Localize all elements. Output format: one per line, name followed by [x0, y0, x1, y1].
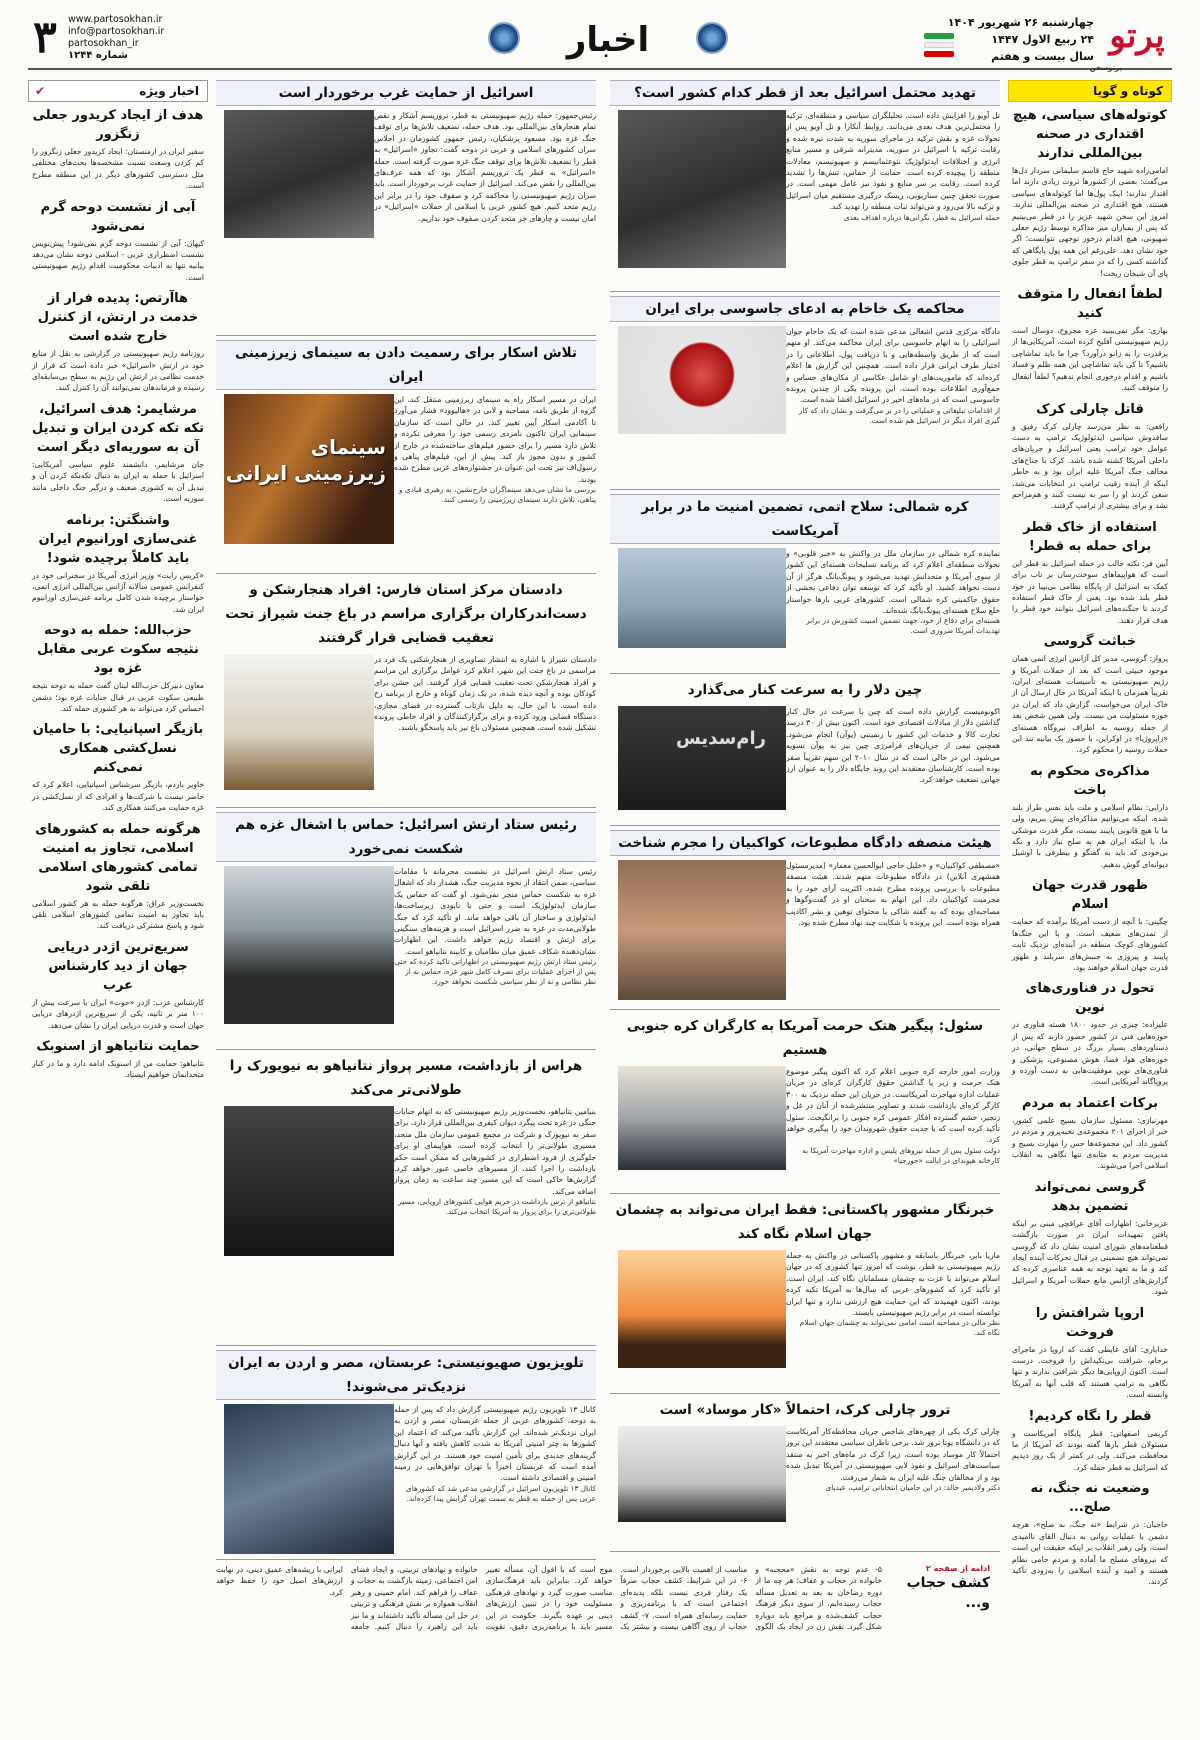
- article-body: تل آویو را افزایش داده است. تحلیلگران سیاسی و منطقه‌ای، ترکیه را محتمل‌ترین هدف بعدی می‌دانند. روابط آنکارا و تل آویو پس از تحولات غزه و نقش ترکیه در ماجرای سوریه به شدت تیره شده و رقابت ترکیه با اسرائیل در سوریه، مدیترانه شرقی و مسیر منابع انرژی و اختلافات ایدئولوژیک نئوعثمانیسم و صهیونیسم، معادلات منطقه را پیچیده کرده است. حمایت از حماس، تنش‌ها را تشدید کرده است. رقابت بر سر منابع و نفوذ نیز عامل مهمی است. در صورت تحقق چنین سناریویی، ریسک درگیری مستقیم میان اسرائیل و ترکیه بالا می‌رود و می‌تواند ثبات منطقه را تهدید کند.: [786, 111, 1000, 212]
- article-body: «مصطفی کواکبیان» و «خلیل حاجی ابوالحسن معمار» (مدیرمسئول همشهری آنلاین) در دادگاه مطبوعات متهم شدند. هیئت منصفه مطبوعات با بررسی پرونده مطرح شده، اکثریت آرای خود را به مجرمیت کواکبیان داد. این اتهام به سخنان او در گفت‌وگوها و مصاحبه‌ای بوده که به گفته شاکی با محتوای توهین و نشر اکاذیب همراه بوده است. این پرونده با شکایت چند نهاد مطرح شده بود.: [786, 861, 1000, 928]
- column-heading-text: اخبار ویژه: [139, 84, 199, 98]
- article-netanyahu-flight: [216, 1054, 596, 1346]
- photo-caption: از اقدامات تبلیغاتی و عملیاتی را در بر می‌گرفت و نشان داد که کار گیری افراد دیگر در اسرائیل هم شده است.: [798, 405, 1000, 425]
- article-title: هیئت منصفه دادگاه مطبوعات، کواکبیان را مجرم شناخت: [610, 830, 1000, 856]
- article-body: رئیس‌جمهور: حمله رژیم صهیونیستی به قطر، تروریسم آشکار و نقض تمام هنجارهای بین‌المللی بود. هدف حمله، تضعیف تلاش‌ها برای توقف جنگ غزه بود. مسعود پزشکیان، رئیس جمهور کشورمان در اجلاس سران کشورهای اسلامی و عربی در دوحه گفت: تجاوز «اسرائیل» به قطر را تضعیف تلاش‌ها برای توقف جنگ غزه صورت گرفته است. حمله «اسرائیل» به قطر یک تروریسم آشکار بود که همه عرف‌های بین‌المللی را نقض می‌کند. اسرائیل از حمایت غرب برخوردار است. باید سران رژیم صهیونیستی را محاکمه کرد و صفوف خود را در برابر این رژیم متحد کنیم. هیچ کشور عربی یا اسلامی از حملات «اسرائیل» در امان نیست و چارهای جز متحد کردن صفوف خود نداریم.: [374, 111, 596, 223]
- article-oscar-underground: [216, 340, 596, 574]
- medallion-icon: [488, 22, 520, 54]
- email-link[interactable]: info@partosokhan.ir: [68, 26, 165, 37]
- article-title: هراس از بازداشت، مسیر پرواز نتانیاهو به نیویورک را طولانی‌تر می‌کند: [229, 1058, 583, 1098]
- article-title: چین دلار را به سرعت کنار می‌گذارد: [687, 682, 923, 698]
- photo-caption: رئیس ستاد ارتش رژیم صهیونیستی در اظهاراتی تاکید کرده که حتی پس از اجرای عملیات برای تصرف کامل شهر غزه، حماس نه از نظر نظامی و نه از نظر سیاسی شکست نخواهد خورد.: [394, 957, 596, 987]
- continued-label: ادامه از صفحه ۲: [925, 1564, 990, 1573]
- brief-body: علیزاده: چیزی در حدود ۱۸۰۰ هسته فناوری در حوزه‌هایی فنی در کشور حضور دارند که پس از دستاوردهای بسیار بزرگ در سطح جهانی، در حوزه‌های هوا، فضا، هوش مصنوعی، پزشکی و فناوری‌های نوین موفقیت‌هایی به دست آورده و پروپاگاند آمریکایی است.: [1012, 1020, 1168, 1087]
- brief-title: اروپا شرافتش را فروخت: [1035, 1305, 1145, 1340]
- contact-block: [68, 14, 218, 62]
- short-news-column: [1008, 80, 1172, 1732]
- article-china-dollar: [610, 678, 1000, 826]
- article-title: کره شمالی: سلاح اتمی، تضمین امنیت ما در برابر آمریکاست: [610, 494, 1000, 544]
- brief-title: آبی از نشست دوحه گرم نمی‌شود: [40, 199, 196, 234]
- news-brief: [1012, 1304, 1168, 1401]
- brief-body: چگینی: با آنچه از دست آمریکا برآمده که حمایت از تمدن‌های ضعیف است. و با این جنگ‌ها کشورهای کوچک منطقه در آینده‌ای نزدیک ثابت پایبند و پیروزی به جنبش‌های سربلند و ظهور قدرت جهان اسلام خواهند بود.: [1012, 917, 1168, 972]
- article-pakistani-journalist: [610, 1198, 1000, 1394]
- continuation-box: [890, 1564, 990, 1613]
- article-title: سئول: پیگیر هتک حرمت آمریکا به کارگران کره جنوبی هستیم: [626, 1018, 984, 1058]
- article-title: تلویزیون صهیونیستی: عربستان، مصر و اردن به ایران نزدیک‌تر می‌شوند!: [216, 1350, 596, 1400]
- article-photo: [618, 1426, 786, 1522]
- brief-title: هاآرتص: پدیده فرار از خدمت در ارتش، از کنترل خارج شده است: [37, 291, 199, 345]
- article-photo: [224, 866, 394, 1024]
- column-heading: [28, 80, 208, 102]
- photo-caption: دولت سئول پس از حمله نیروهای پلیس و اداره مهاجرت آمریکا به کارخانه هیوندای در ایالت «جورجیا»: [802, 1145, 1000, 1165]
- photo-overlay-text: سینمای زیرزمینی ایرانی: [225, 435, 386, 485]
- news-brief: [1012, 1407, 1168, 1474]
- article-pezeshkian: [216, 80, 596, 336]
- photo-overlay-text: رام‌سدیس: [675, 728, 766, 749]
- brief-title: ظهور قدرت جهان اسلام: [1031, 878, 1148, 913]
- news-brief: [1012, 1094, 1168, 1172]
- brief-title: مذاکره‌ی محکوم به باخت: [1030, 763, 1150, 798]
- article-body: دادگاه مرکزی قدس اشغالی مدعی شده است که یک خاخام جوان اسرائیلی را به اتهام جاسوسی برای ایران محاکمه می‌کند. او متهم است که از طریق واسطه‌هایی و با دریافت پول، اطلاعاتی را در اختیار طرف ایرانی قرار داده است. همچنین این گزارش ها اعلام کرده‌اند که ماموریت‌های او شامل عکاسی از مکان‌های حساس و جمع‌آوری اطلاعات بوده است. این پرونده یکی از چندین پرونده جاسوسی است که در ماه‌های اخیر در اسرائیل افشا شده است.: [786, 327, 1000, 405]
- page-number: ۳: [33, 12, 57, 63]
- brief-title: قاتل چارلی کرک: [1036, 401, 1144, 417]
- brief-title: کوتوله‌های سیاسی، هیچ اقتداری در صحنه بین‌المللی ندارند: [1013, 108, 1167, 161]
- article-title: خبرنگار مشهور پاکستانی: فقط ایران می‌تواند به چشمان جهان اسلام نگاه کند: [615, 1202, 995, 1242]
- article-shiraz-prosecutor: [216, 578, 596, 808]
- brief-title: هرگونه حمله به کشورهای اسلامی، تجاوز به امنیت تمامی کشورهای اسلامی تلقی شود: [35, 821, 201, 894]
- article-body: کانال ۱۳ تلویزیون رژیم صهیونیستی گزارش داد که پس از حمله به دوحه، کشورهای عربی از جمله عربستان، مصر و اردن به ایران نزدیک‌تر شده‌اند. این گزارش تأکید می‌کند که اعتماد این کشورها به چتر امنیتی آمریکا به شدت کاهش یافته و آنها دنبال گزینه‌های جدیدی برای تأمین امنیت خود هستند. در این گزارش آمده است که عربستان اخیراً با تهران توافق‌هایی در زمینه امنیتی و اقتصادی داشته است.: [394, 1405, 596, 1483]
- article-body: ماریا بایر، خبرنگار باسابقه و مشهور پاکستانی در واکنش به حمله رژیم صهیونیستی به قطر، نوشت که امروز تنها کشوری که در جهان اسلام می‌تواند با عزت به چشمان مسلمانان نگاه کند، ایران است. او تأکید کرد که کشورهای عربی که سال‌ها به آمریکا تکیه کرده بودند، اکنون فهمیدند که این حمایت هیچ ارزشی ندارد و تنها ایران توانسته است در برابر رژیم صهیونیستی بایستد.: [786, 1251, 1000, 1318]
- news-brief: [1012, 106, 1168, 279]
- brief-title: وضعیت نه جنگ، نه صلح...: [1030, 1481, 1150, 1516]
- news-brief: [32, 400, 204, 505]
- article-title: محاکمه یک خاخام به ادعای جاسوسی برای ایران: [610, 296, 1000, 322]
- medallion-icon: [696, 22, 728, 54]
- brief-title: قطر را نگاه کردیم!: [1028, 1408, 1152, 1424]
- brief-body: حاجیان: در شرایط «نه جنگ، نه صلح»، هرچه دشمن با عملیات روانی به دنبال القای ناامیدی است، ولی رهبر انقلاب بر اینکه حقیقت این است که نیروهای مسلح ما آماده و مردم حامی نظام هستند و امید و آینده اسلامی را به‌زودی تأکید کردند.: [1012, 1520, 1168, 1587]
- brief-title: لطفاً انفعال را متوقف کنید: [1017, 287, 1163, 322]
- article-body: دادستان شیراز با اشاره به انتشار تصاویری از هنجارشکنی یک فرد در مراسمی در باغ جنت این شهر، اعلام کرد عوامل برگزاری این مراسم و افراد هنجارشکن تحت تعقیب قضایی قرار گرفتند. این جشن برای کودکان بوده و آنچه دیده شده، در یک زمان کوتاه و خارج از برنامه رخ داده است. با این حال، به دلیل بازتاب گسترده در فضای مجازی، دستگاه قضایی ورود کرده و برای برگزارکنندگان و افراد خاطی پرونده تشکیل شده است. همچنین مسئولان باغ نیز باید پاسخگو باشند.: [374, 655, 596, 733]
- logo-text: پرتو: [1109, 16, 1165, 56]
- logo: [1089, 12, 1172, 72]
- article-photo: [618, 326, 786, 434]
- special-news-column: [28, 80, 208, 1732]
- news-brief: [32, 106, 204, 192]
- article-body: وزارت امور خارجه کره جنوبی اعلام کرد که اکنون پیگیر موضوع هتک حرمت و زیر پا گذاشتن حقوق کارگران کره‌ای در جریان عملیات اداره مهاجرت آمریکاست. در جریان این حمله نزدیک به ۳۰۰ کارگر کره‌ای بازداشت شدند و تصاویر منتشرشده از آنان در غل و زنجیر، خشم گسترده افکار عمومی کره جنوبی را برانگیخت. سئول تأکید کرده است که با جدیت حقوق شهروندان خود را پیگیری خواهد کرد.: [786, 1067, 1000, 1145]
- photo-caption: بررسی ما نشان می‌دهد سینماگران خارج‌نشین، به رهبری قبادی و پناهی، تلاش دارند سینمای زیرزمینی را رسمی کنند.: [399, 485, 596, 505]
- brief-title: بازیگر اسپانیایی: با حامیان نسل‌کشی همکاری نمی‌کنم: [32, 722, 204, 776]
- brief-body: خدایاری: آقای غایطی کفت که اروپا در ماجرای برجام، شرافت بی‌نکیداش را فروخت. درست است. اکنون اروپایی‌ها دیگر شرافتی ندارند و تنها نگاهی به ترامپ هستند که قلب آنها به آمریکا وابسته است.: [1012, 1344, 1168, 1400]
- photo-caption: کانال ۱۳ تلویزیون اسرائیل در گزارشی مدعی شد که کشورهای عربی پس از حمله به قطر به سمت تهران گرایش پیدا کرده‌اند.: [406, 1483, 596, 1503]
- article-title: تهدید محتمل اسرائیل بعد از قطر کدام کشور است؟: [610, 80, 1000, 106]
- news-brief: [32, 720, 204, 813]
- date-lunar: ۲۴ ربیع الاول ۱۴۴۷: [991, 33, 1094, 46]
- date-solar: چهارشنبه ۲۶ شهریور ۱۴۰۴: [947, 16, 1094, 29]
- brief-title: هدف از ایجاد کریدور جعلی زنگزور: [32, 108, 204, 142]
- issue-number: شماره ۱۲۴۴: [68, 50, 128, 61]
- article-israel-tv-arabs: [216, 1350, 596, 1560]
- section-title: اخبار: [566, 20, 650, 60]
- brief-title: تحول در فناوری‌های نوین: [1025, 981, 1155, 1016]
- brief-title: استفاده از خاک قطر برای حمله به قطر!: [1023, 519, 1157, 554]
- brief-title: واشنگتن: برنامه غنی‌سازی اورانیوم ایران باید کاملاً برچیده شود!: [38, 512, 198, 566]
- article-photo: [618, 1066, 786, 1170]
- article-title: اسرائیل از حمایت غرب برخوردار است: [216, 80, 596, 106]
- news-brief: [1012, 285, 1168, 393]
- brief-body: کریمی اصفهانی: قطر پایگاه آمریکاست و مسئولان قطر بارها گفته بودند که آمریکا از ما محافظت می‌کند. ولی در کمتر از یک روز دیدیم که اسرائیل به قطر حمله کرد.: [1012, 1428, 1168, 1472]
- special-news-list: [28, 102, 208, 1081]
- brief-body: معاون دبیرکل حزب‌الله لبنان گفت حمله به دوحه نتیجه طبیعی سکوت عربی در قبال جنایات غزه بود؛ دشمن احساس کرد می‌تواند به هر کشوری حمله کند.: [32, 681, 204, 713]
- article-photo: [224, 394, 394, 544]
- news-brief: [32, 1037, 204, 1081]
- brief-body: جان مرشایمر، دانشمند علوم سیاسی آمریکایی: اسرائیل با حمله به ایران به دنبال تکه‌تکه کردن آن و تبدیل آن به کشوری ضعیف و درگیر جنگ داخلی مانند سوریه است.: [32, 459, 204, 504]
- brief-body: «کریس رایت» وزیر انرژی آمریکا در سخنرانی خود در کنفرانس عمومی سالانه آژانس بین‌المللی انرژی اتمی، خواستار برچیده شدن کامل برنامه غنی‌سازی اورانیوم ایران شد.: [32, 570, 204, 614]
- brief-body: کیهان: آبی از نشست دوحه گرم نمی‌شود! پیش‌نویس نشست اضطراری عربی - اسلامی دوحه نشان می‌دهد بیانیه تنها به ادبیات محکومیت اقدام رژیم صهیونیستی است.: [32, 238, 204, 282]
- brief-title: حزب‌الله: حمله به دوحه نتیجه سکوت عربی مقابل غزه بود: [37, 623, 199, 677]
- article-body: اکونومیست گزارش داده است که چین با سرعت در حال کنار گذاشتن دلار از مبادلات اقتصادی خود است. اکنون بیش از ۳۰ درصد تجارت کالا و خدمات این کشور با رنمینبی (یوآن) انجام می‌شود. همچنین نیمی از جریان‌های فرامرزی چین نیز به یوآن تسویه می‌شود. این در حالی است که در سال ۲۰۱۰ این سهم تقریباً صفر بوده است. کارشناسان معتقدند این روند جایگاه دلار را به عنوان ارز جهانی تضعیف خواهد کرد.: [786, 707, 1000, 785]
- brief-body: امامی‌زاده شهید حاج قاسم سلیمانی سردار دل‌ها می‌گفت: بعضی از کشورها ثروت زیادی دارند اما اقتدار ندارند؛ اینک پول‌ها اما کوتوله‌های سیاسی هستند. هیچ اقتداری در صحنه بین‌المللی ندارند. امروز این سخن شهید عزیز را در قطر می‌بینیم که پس از بمباران میز مذاکره توسط رژیم جعلی صهیونی، هیچ اقدام درخور توجهی نتوانست؛ اگر خود نشان دهد، علی‌رغم این همه پول پایگاهی که گذاشته کسی را که در سفر ترامپ به قطر جلوی پای آن شیخان ریخت!: [1012, 166, 1168, 278]
- news-brief: [1012, 518, 1168, 626]
- news-brief: [32, 289, 204, 394]
- article-title: دادستان مرکز استان فارس: افراد هنجارشکن و دست‌اندرکاران برگزاری مراسم در باغ جنت شیراز تحت تعقیب قضایی قرار گرفتند: [225, 582, 587, 646]
- article-north-korea: [610, 494, 1000, 674]
- article-hijab-continued: [216, 1564, 990, 1730]
- news-brief: [32, 938, 204, 1031]
- brief-title: برکات اعتماد به مردم: [1021, 1095, 1159, 1111]
- article-title: کشف حجاب و...: [906, 1575, 990, 1611]
- masthead: [28, 10, 1172, 70]
- brief-title: حمایت نتانیاهو از اسنوبک: [36, 1039, 200, 1054]
- article-title: ترور چارلی کرک، احتمالاً «کار موساد» است: [659, 1402, 951, 1418]
- flag-icon: [924, 30, 954, 62]
- news-brief: [1012, 762, 1168, 870]
- news-brief: [1012, 1178, 1168, 1298]
- brief-body: عزیزخانی: اظهارات آقای عراقچی مبنی بر اینکه یافتن تمهیدات ایران در صورت بازگشت قطعنامه‌های شورای امنیت نشان داد که گروسی نمی‌تواند هیچ تضمینی در قبال تحرکات آینده ایجاد کند و ما به تعهد توجه به همه عناصری کرده که گزارش‌های آژانس مانع حملات آمریکا و اسرائیل شود.: [1012, 1218, 1168, 1297]
- news-brief: [1012, 400, 1168, 512]
- news-brief: [1012, 1479, 1168, 1587]
- news-brief: [32, 198, 204, 284]
- article-israel-next-target: [610, 80, 1000, 292]
- article-title: رئیس ستاد ارتش اسرائیل: حماس با اشغال غزه هم شکست نمی‌خورد: [216, 812, 596, 862]
- brief-title: گروسی نمی‌تواند تضمین بدهد: [1034, 1179, 1146, 1214]
- volume-year: سال بیست و هفتم: [991, 50, 1094, 63]
- article-photo: [224, 1106, 394, 1256]
- article-photo: [224, 110, 374, 238]
- photo-caption: هسته‌ای برای دفاع از خود، جهت تضمین امنیت کشورش در برابر تهدیدات آمریکا ضروری است.: [806, 616, 1000, 636]
- article-photo: [618, 706, 786, 810]
- photo-caption: نظر مالی در مصاحبه است امامی نمی‌تواند به چشمان جهان اسلام نگاه کند.: [799, 1318, 1000, 1338]
- short-news-list: [1008, 102, 1172, 1588]
- column-heading: کوتاه و گویا: [1008, 80, 1172, 102]
- article-rabbi-spy-trial: [610, 296, 1000, 490]
- brief-body: رافعی: به نظر می‌رسد چارلی کرک رفیق و ساقدوش سیاسی ایدئولوژیک ترامپ به دست عوامل خود ترامپ یعنی اسرائیل و جریان‌های داخلی آمریکا کشته شده باشد. کرک با جناح‌های مخالف جنگ آمریکا علیه ایران بود و به خاطر اینکه از آینده رقیب ترامپ در انتخابات می‌شد، سعی کردند او را سر به نیست کنند و هم‌مزاحم نشد و برای بیشتری از ترامپ گرفتند.: [1012, 421, 1168, 511]
- brief-body: ذارایی: نظام اسلامی و ملت باید نفس طراز بلند شده، اینکه می‌توانیم مذاکره‌ای پیش ببریم، ولی ما با هیچ قانونی پایبند نیست، مگر قدرت موشکی ما، یا اینکه ایران هم به صلح نیاز دارد و نگه بی‌خودی که باید به گفتگو و بیطرفی با اوشیل دیوانه‌ای گوش بدهیم.: [1012, 802, 1168, 869]
- article-seoul-workers: [610, 1014, 1000, 1194]
- brief-body: نتانیاهو: حمایت من از اسنوبک ادامه دارد و ما در کنار متحدانمان خواهیم ایستاد.: [32, 1059, 204, 1080]
- article-charlie-kirk: [610, 1398, 1000, 1552]
- photo-caption: نتانیاهو از ترس بازداشت در حریم هوایی کشورهای اروپایی، مسیر طولانی‌تری را برای پرواز به آمریکا انتخاب می‌کند.: [398, 1197, 596, 1217]
- article-body: بنیامین نتانیاهو، نخست‌وزیر رژیم صهیونیستی که به اتهام جنایات جنگی در غزه تحت پیگرد دیوان کیفری بین‌المللی قرار دارد، برای سفر به نیویورک و شرکت در مجمع عمومی سازمان ملل متحد، مسیری طولانی‌تر را انتخاب کرده است. هواپیمای او برای جلوگیری از فرود اضطراری در کشورهایی که ممکن است حکم بازداشت را اجرا کنند، از مسیرهای خاصی عبور خواهد کرد. گزارش‌ها حاکی است که این مسیر چند ساعت به زمان پرواز اضافه می‌کند.: [394, 1107, 596, 1196]
- article-photo: [618, 548, 786, 648]
- article-idf-chief: [216, 812, 596, 1050]
- brief-body: روزنامه رژیم صهیونیستی در گزارشی به نقل از منابع خود در ارتش «اسرائیل» خبر داده است که فرار از خدمت نظامی در ارتش این رژیم به سطح بی‌سابقه‌ای رسیده و فرماندهان نمی‌توانند آن را کنترل کنند.: [32, 349, 204, 393]
- brief-body: آیین فر: نکته جالب در حمله اسرائیل به قطر این است که هواپیماهای سوخت‌رسان بر تاب برای کمک به اسرائیل از پایگاه نظامی بی‌تپیا در خود قطر بلند شده بود. یعنی از خاک قطر استفاده کردند تا جنگنده‌های اسرائیل بتوانند خود قطر را هدف قرار دهند.: [1012, 558, 1168, 625]
- brief-title: خباثت گروسی: [1043, 634, 1137, 650]
- news-brief: [32, 511, 204, 616]
- article-title: تلاش اسکار برای رسمیت دادن به سینمای زیرزمینی ایران: [216, 340, 596, 390]
- brief-title: سریع‌ترین اژدر دریایی جهان از دید کارشناس عرب: [47, 939, 189, 993]
- article-body: ۵- عدم توجه به نقش «محجبه» و خانواده در حجاب و عفاف؛ هر چه ما از دوره رضاخان به بعد به تعدیل مسأله حجاب رسیده‌ایم، از سوی دیگر فرهنگ حجاب کشف‌شده و مراجع باید دوباره شکل گیرد. نقش زن در ایجاد یک الگوی مناسب از اهمیت بالایی برخوردار است. ۶- در این شرایط، کشف حجاب صرفاً یک رفتار فردی نیست بلکه پدیده‌ای اجتماعی است که با برنامه‌ریزی و حمایت رسانه‌ای همراه است. ۷- کشف حجاب از روی آگاهی نیست و بیشتر یک موج است که با افول آن، مسأله تغییر خواهد کرد. بنابراین باید فرهنگ‌سازی مناسب صورت گیرد و نهادهای فرهنگی مسئولیت خود را در تبیین ارزش‌های دینی بر عهده بگیرند. حکومت در این مسیر باید با برنامه‌ریزی دقیق، تقویت خانواده و نهادهای تربیتی، و ایجاد فضای امن اجتماعی، زمینه بازگشت به حجاب و عفاف را فراهم کند. امام خمینی و رهبر انقلاب همواره بر نقش فرهنگی و تربیتی در حل این مسأله تأکید داشته‌اند و ما نیز باید این راهبرد را دنبال کنیم. جامعه ایرانی با ریشه‌های عمیق دینی، در نهایت ارزش‌های اصیل خود را حفظ خواهد کرد.: [216, 1565, 882, 1632]
- article-photo: [618, 860, 786, 1000]
- logo-subtitle: پرتوسخن: [1089, 64, 1122, 72]
- photo-caption: حمله اسرائیل به قطر، نگرانی‌ها درباره اهداف بعدی: [843, 212, 1000, 222]
- news-brief: [32, 820, 204, 932]
- news-brief: [1012, 632, 1168, 756]
- article-kavakebian-court: [610, 830, 1000, 1010]
- article-photo: [618, 1250, 786, 1368]
- news-brief: [32, 621, 204, 714]
- article-photo: [224, 1404, 394, 1554]
- brief-body: خاویر باردم، بازیگر سرشناس اسپانیایی، اعلام کرد که حاضر نیست با شرکت‌ها و افرادی که از نسل‌کشی در غزه حمایت می‌کنند همکاری کند.: [32, 780, 204, 813]
- checkmark-icon: ✔: [35, 84, 46, 98]
- photo-caption: دکتر ولادیمیر خالد: در این حامیان انتخاباتی ترامپ، عبدیای: [825, 1483, 1000, 1493]
- article-body: نماینده کره شمالی در سازمان ملل در واکنش به «خبر قلوبی» و تحولات منطقه‌ای اعلام کرد که برنامه تسلیحات هسته‌ای این کشور از سوی آمریکا و متحدانش تهدید می‌شود و پیونگ‌یانگ هرگز از آن دست نخواهد کشید. او تأکید کرد که توسعه توان دفاعی بخشی از حقوق حاکمیتی کره شمالی است. کشورهای غربی بارها خواستار خلع سلاح هسته‌ای پیونگ‌یانگ شده‌اند.: [786, 549, 1000, 616]
- social-handle[interactable]: partosokhan_ir: [68, 38, 139, 49]
- brief-body: نخست‌وزیر عراق: هرگونه حمله به هر کشور اسلامی باید تجاوز به امنیت تمامی کشورهای اسلامی تلقی شود و پاسخ مشترکی دریافت کند.: [32, 898, 204, 931]
- article-body: چارلی کرک یکی از چهره‌های شاخص جریان محافظه‌کار آمریکاست که در دانشگاه یوتا ترور شد. برخی ناظران سیاسی معتقدند این ترور احتمالاً کار موساد بوده است، زیرا کرک در ماه‌های اخیر به منتقد سیاست‌های اسرائیل و نفوذ لابی صهیونیستی در آمریکا تبدیل شده بود و از مخالفان جنگ علیه ایران به شمار می‌رفت.: [786, 1427, 1000, 1482]
- brief-body: سفیر ایران در ارمنستان: ایجاد کریدور جعلی زنگزور را کم کردن وسعت نسبت مشخصه‌ها بحث‌های مختلفی مثل دسترسی کشورهای دیگر در این منطقه مطرح است.: [32, 147, 204, 191]
- news-brief: [1012, 876, 1168, 973]
- article-photo: [224, 654, 374, 790]
- article-body: رئیس ستاد ارتش اسرائیل در نشست محرمانه با مقامات سیاسی، ضمن انتقاد از نحوه مدیریت جنگ، هشدار داد که اشغال غزه به شکست حماس منجر نمی‌شود. او گفت که حماس یک سازمان ایدئولوژیک است و حتی با نابودی زیرساخت‌ها، ایدئولوژی و ساختار آن باقی خواهد ماند. او تأکید کرد که جنگ طولانی‌مدت در غزه به ضرر اسرائیل است و هزینه‌های سنگینی برای ارتش و اقتصاد رژیم خواهد داشت. این اظهارات نشان‌دهنده شکاف عمیق میان نظامیان و کابینه نتانیاهو است.: [394, 867, 596, 956]
- brief-body: پرواز: گروسی، مدیر کل آژانس انرژی اتمی همان موجود خبیثی است که بعد از حملات آمریکا و رژیم صهیونیستی به تأسیسات هسته‌ای ایران، تقریباً همزمان با اینکه آمریکا در حال ارسال آن از خاک ایران می‌خواست، گزارش داد که ایران در حوزه مسئولیت من نیست. ولی همین شخص بعد از حمله روسیه به اطراف نیروگاه هسته‌ای «زاپروژیا» در اوکراین، با حضور یک بیانیه تند این حملات روسیه را محکوم کرد.: [1012, 654, 1168, 755]
- brief-title: مرشایمر: هدف اسرائیل، تکه تکه کردن ایران و تبدیل آن به سوریه‌ای دیگر است: [32, 401, 204, 455]
- brief-body: مهرنیازی: مسئول سازمان بسیج علمی کشور، خبر از اجرای ۲۰۱ مجموعه‌ی نخبه‌پرور و مردم در کشور داد. این مجموعه‌ها حس را مهارت بسیج و مدیریت مردم به مثابه‌ی تنها نگاهی به انقلاب اسلامی اجرا می‌شوند.: [1012, 1115, 1168, 1171]
- brief-body: بهاری: مگر نمی‌بینید عزه مجروح، دوسال است رژیم صهیونیستی آفلیح کرده است. آمریکایی‌ها از برقدرت را به زانو درآورد؟ چرا ما باید تماشاچی باشیم؟ تا کی باید تماشاچی این همه ظلم و فساد باشیم و اقدام درخوری انجام ندهیم؟ لطفاً انفعال را متوقف کنید.: [1012, 326, 1168, 393]
- website-link[interactable]: www.partosokhan.ir: [68, 14, 163, 25]
- brief-body: کارشناس عرب: اژدر «حوت» ایران با سرعت بیش از ۱۰۰ متر بر ثانیه، یکی از سریع‌ترین اژدرهای دریایی جهان است و قدرت دریایی ایران را نشان می‌دهد.: [32, 997, 204, 1030]
- article-photo: [618, 110, 786, 268]
- news-brief: [1012, 979, 1168, 1087]
- article-body: ایران در مسیر اسکار راه به سینمای زیرزمینی منتقل کند. این گروه از طریق نامه، مصاحبه و لابی در «هالیوود» فشار می‌آورد تا آکادمی اسکار آیین تغییر کند. در حالی است که سازمان سینمایی ایران تاکنون نامزدی رسمی خود را معرفی نکرده و تلاش دارد مسیر را برای حضور فیلم‌های ساخته‌شده در خارج از کشور و بدون مجوز باز کند. پیش از این، فیلم‌های پناهی و رسول‌اف نیز تحت این عنوان در جشنواره‌های غربی مطرح شده بودند.: [394, 395, 596, 484]
